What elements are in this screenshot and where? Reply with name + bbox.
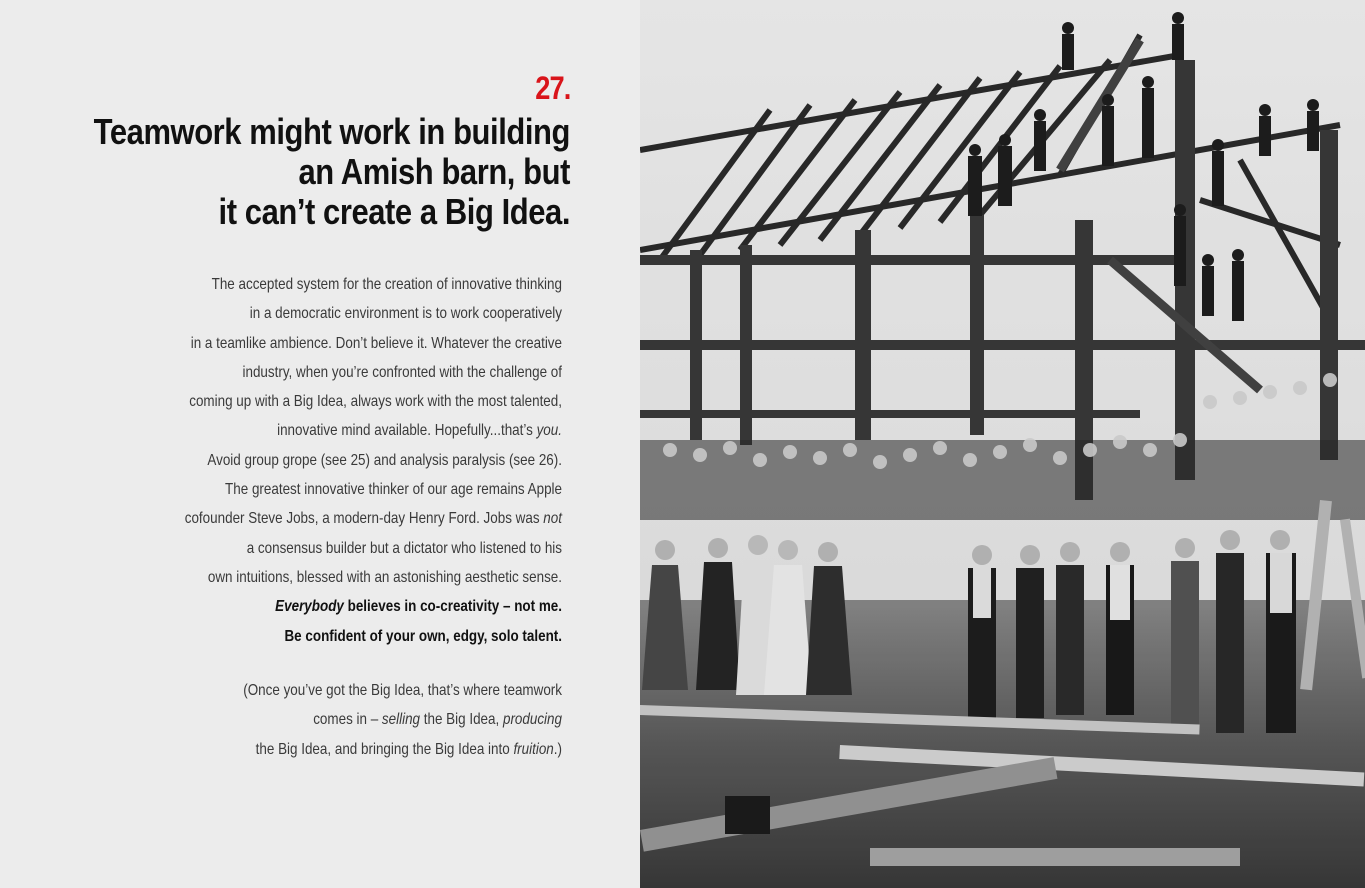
- text-run: own intuitions, blessed with an astonishing aesthetic sense.: [207, 568, 562, 586]
- text-run: in a teamlike ambience. Don’t believe it. Whatever the creative: [190, 334, 562, 352]
- headline: [10, 112, 570, 232]
- body-line: [92, 387, 562, 416]
- body-line: [92, 475, 562, 504]
- text-run: cofounder Steve Jobs, a modern-day Henry Ford. Jobs was: [184, 510, 544, 528]
- note-line: [92, 676, 562, 705]
- text-run: a consensus builder but a dictator who listened to his: [246, 539, 563, 557]
- text-run: producing: [502, 711, 562, 729]
- text-run: believes in co-creativity – not me.: [343, 598, 562, 616]
- body-line: [92, 329, 562, 358]
- text-run: the Big Idea, and bringing the Big Idea into: [255, 740, 514, 758]
- headline-line: an Amish barn, but: [298, 151, 570, 192]
- text-run: fruition: [513, 740, 554, 758]
- text-run: The greatest innovative thinker of our age remains Apple: [225, 481, 563, 499]
- body-line: [92, 504, 562, 533]
- text-run: (Once you’ve got the Big Idea, that’s where teamwork: [243, 682, 562, 699]
- body-line: [92, 299, 562, 328]
- body-line: [92, 446, 562, 475]
- text-run: Everybody: [275, 598, 344, 616]
- text-run: Be confident of your own, edgy, solo talent.: [284, 627, 562, 645]
- body-paragraph: [2, 270, 562, 651]
- body-line: [92, 622, 562, 651]
- text-run: coming up with a Big Idea, always work with the most talented,: [189, 393, 562, 411]
- body-line: [92, 563, 562, 592]
- note-line: [92, 705, 562, 734]
- text-run: comes in –: [313, 711, 382, 729]
- headline-line: it can’t create a Big Idea.: [218, 191, 571, 232]
- text-run: in a democratic environment is to work cooperatively: [249, 305, 562, 323]
- body-line: [92, 358, 562, 387]
- text-run: you.: [536, 422, 562, 440]
- headline-line: Teamwork might work in building: [93, 111, 570, 152]
- text-run: industry, when you’re confronted with the challenge of: [242, 363, 563, 381]
- body-line: [92, 416, 562, 445]
- left-page: [0, 0, 640, 888]
- text-run: .): [553, 740, 562, 758]
- body-line: [92, 534, 562, 563]
- barn-raising-illustration: [640, 0, 1365, 888]
- body-line: [92, 270, 562, 299]
- text-run: Avoid group grope (see 25) and analysis paralysis (see 26).: [207, 451, 563, 469]
- note-line: [92, 735, 562, 764]
- text-run: innovative mind available. Hopefully...that’s: [277, 422, 537, 440]
- note-paragraph: [2, 676, 562, 764]
- text-run: selling: [381, 711, 421, 729]
- body-line: [92, 592, 562, 621]
- text-run: not: [543, 510, 562, 528]
- barn-raising-photo: [640, 0, 1365, 888]
- text-run: The accepted system for the creation of innovative thinking: [211, 276, 563, 293]
- chapter-number: 27.: [534, 70, 570, 106]
- text-run: the Big Idea,: [420, 711, 503, 729]
